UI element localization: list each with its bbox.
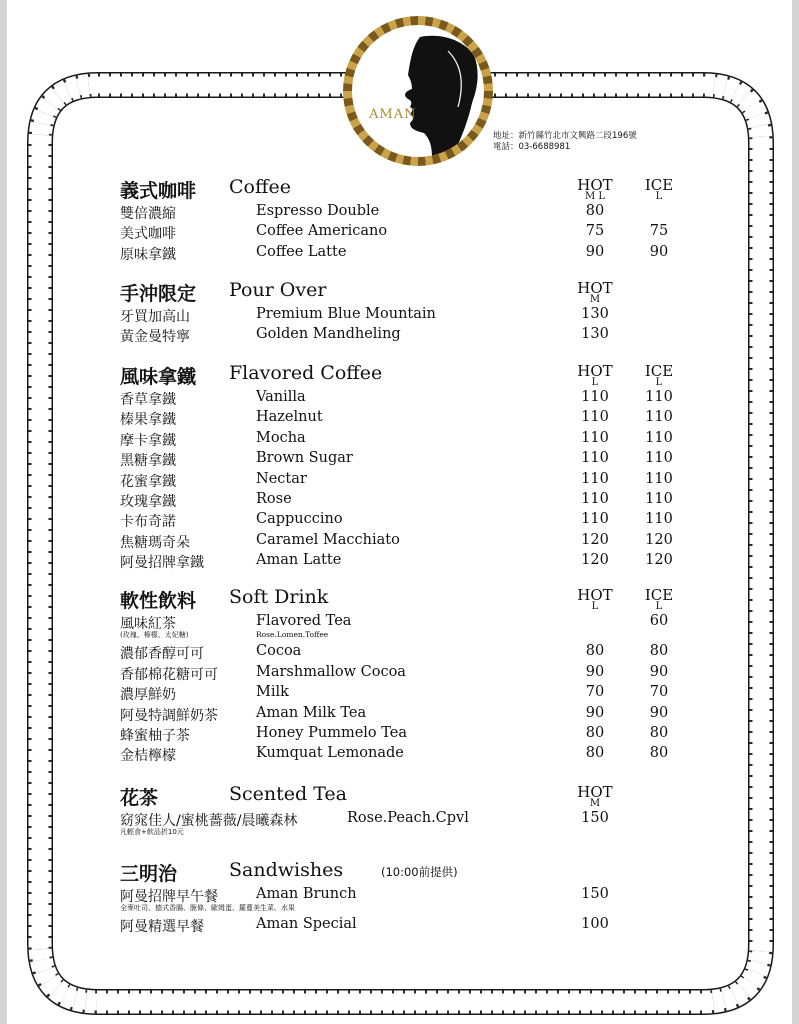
item-name-zh: 摩卡拿鐵 [120,432,176,449]
item-note-zh: 全麥吐司、德式香腸、脆條、歐姆蛋、羅蔓美生菜、水果 [120,904,295,912]
item-name-en: Mocha [256,429,306,446]
item-price: 150 [581,886,609,902]
size-label: M [589,294,601,305]
column-header-hot: HOT [577,362,613,380]
size-label: M [589,798,601,809]
item-price: 110 [645,409,673,426]
item-price: 100 [581,916,609,933]
item-note-zh: (玫瑰、檸檬、太妃糖) [120,631,189,639]
size-label: L [591,377,599,388]
size-label: L [655,191,663,202]
section-title-en: Flavored Coffee [229,362,383,384]
item-price: 120 [581,531,609,548]
item-price: 110 [581,389,609,405]
item-price: 70 [649,684,669,701]
item-name-en: Golden Mandheling [256,326,401,343]
item-price: 80 [649,643,669,660]
item-price: 150 [581,810,609,826]
item-name-en: Coffee Americano [256,223,388,240]
item-price: 75 [649,223,669,240]
section-title-en: Sandwishes [229,859,344,881]
item-name-zh: 玫瑰拿鐵 [120,494,176,510]
item-name-en: Brown Sugar [256,450,353,467]
item-price: 110 [581,409,609,426]
address-text: 地址：新竹縣竹北市文興路二段196號 [493,131,637,141]
item-price: 80 [585,643,605,660]
column-header-ice: ICE [644,586,674,604]
section-title-en: Pour Over [229,279,327,301]
item-price: 120 [581,552,609,569]
item-name-en: Espresso Double [256,203,380,219]
item-name-zh: 窈窕佳人/蜜桃薔薇/晨曦森林 [120,813,298,829]
item-price: 110 [645,389,673,405]
item-name-en: Coffee Latte [256,243,347,260]
item-name-en: Nectar [256,470,307,487]
item-price: 130 [581,326,609,343]
section-title-en: Coffee [229,176,291,198]
size-label: M L [584,191,606,202]
column-header-ice: ICE [644,362,674,380]
column-header-hot: HOT [577,279,613,297]
item-name-zh: 黃金曼特寧 [120,329,190,346]
item-name-en: Rose.Peach.Cpvl [347,810,469,826]
item-price: 110 [645,511,673,528]
item-note-zh: 凡輕食+飲品折10元 [120,828,184,836]
item-name-zh: 香草拿鐵 [120,392,176,408]
item-name-zh: 榛果拿鐵 [120,412,176,429]
item-name-en: Aman Latte [256,552,342,569]
section-title-en: Scented Tea [229,783,347,805]
item-name-zh: 卡布奇諾 [120,514,176,531]
item-name-zh: 焦糖瑪奇朵 [120,534,190,551]
item-name-zh: 阿曼精選早餐 [120,919,204,936]
item-name-zh: 濃郁香醇可可 [120,646,204,663]
item-name-en: Caramel Macchiato [256,531,400,548]
section-title-zh: 花茶 [120,787,159,809]
column-header-hot: HOT [577,783,613,801]
section-title-zh: 義式咖啡 [120,180,197,202]
size-label: L [655,601,663,612]
item-name-zh: 美式咖啡 [120,226,176,243]
item-name-en: Cocoa [256,643,302,660]
schedule-note: (10:00前提供) [381,865,458,879]
item-price: 110 [581,429,609,446]
item-name-zh: 蜂蜜柚子茶 [120,728,190,744]
item-name-en: Aman Special [256,916,357,933]
item-price: 90 [649,243,669,260]
item-name-zh: 雙倍濃縮 [120,206,176,222]
item-price: 110 [645,491,673,507]
item-price: 70 [585,684,605,701]
column-header-hot: HOT [577,586,613,604]
menu-sheet [7,0,792,1024]
section-title-zh: 三明治 [120,863,178,885]
item-name-en: Honey Pummelo Tea [256,725,408,741]
size-label: L [591,601,599,612]
item-price: 80 [649,745,669,762]
item-price: 110 [581,450,609,467]
item-name-en: Aman Brunch [256,886,357,902]
section-title-zh: 風味拿鐵 [120,366,197,388]
item-price: 80 [585,745,605,762]
item-price: 80 [585,203,605,219]
logo-medallion [343,16,493,166]
item-name-en: Cappuccino [256,511,343,528]
item-price: 110 [645,450,673,467]
item-name-en: Milk [256,684,289,701]
column-header-ice: ICE [644,176,674,194]
item-name-zh: 黑糖拿鐵 [120,453,176,470]
column-header-hot: HOT [577,176,613,194]
item-price: 110 [645,429,673,446]
item-price: 80 [649,725,669,741]
item-price: 75 [585,223,605,240]
phone-text: 電話：03-6688981 [493,142,571,152]
item-name-zh: 金桔檸檬 [120,748,176,765]
item-price: 90 [585,704,605,721]
item-name-zh: 原味拿鐵 [120,246,176,263]
item-name-en: Marshmallow Cocoa [256,663,406,680]
item-name-en: Vanilla [256,389,306,405]
item-name-en: Hazelnut [256,409,323,426]
item-price: 80 [585,725,605,741]
item-price: 110 [581,470,609,487]
item-name-en: Aman Milk Tea [256,704,367,721]
item-price: 90 [649,663,669,680]
item-name-zh: 濃厚鮮奶 [120,687,176,704]
item-name-en: Kumquat Lemonade [256,745,404,762]
item-price: 90 [585,243,605,260]
logo-face [352,25,484,157]
item-price: 60 [649,613,669,629]
item-price: 110 [581,511,609,528]
item-name-zh: 花蜜拿鐵 [120,473,176,490]
item-price: 130 [581,306,609,322]
item-name-zh: 牙買加高山 [120,309,190,325]
item-name-zh: 阿曼招牌早午餐 [120,889,218,905]
item-name-zh: 風味紅茶 [120,616,176,632]
item-price: 110 [645,470,673,487]
item-name-zh: 阿曼招牌拿鐵 [120,555,204,572]
item-name-en: Premium Blue Mountain [256,306,436,322]
item-price: 120 [645,531,673,548]
item-price: 110 [581,491,609,507]
brand-name: AMAN [369,107,417,122]
item-name-en: Rose [256,491,292,507]
item-name-zh: 阿曼特調鮮奶茶 [120,707,218,724]
section-title-zh: 軟性飲料 [120,590,197,612]
item-name-en: Flavored Tea [256,613,352,629]
item-name-zh: 香郁棉花糖可可 [120,666,218,683]
item-price: 90 [585,663,605,680]
silhouette-icon [352,25,484,157]
section-title-zh: 手沖限定 [120,283,197,305]
item-note-en: Rose.Lomen.Toffee [256,630,329,639]
item-price: 120 [645,552,673,569]
section-title-en: Soft Drink [229,586,329,608]
item-price: 90 [649,704,669,721]
size-label: L [655,377,663,388]
